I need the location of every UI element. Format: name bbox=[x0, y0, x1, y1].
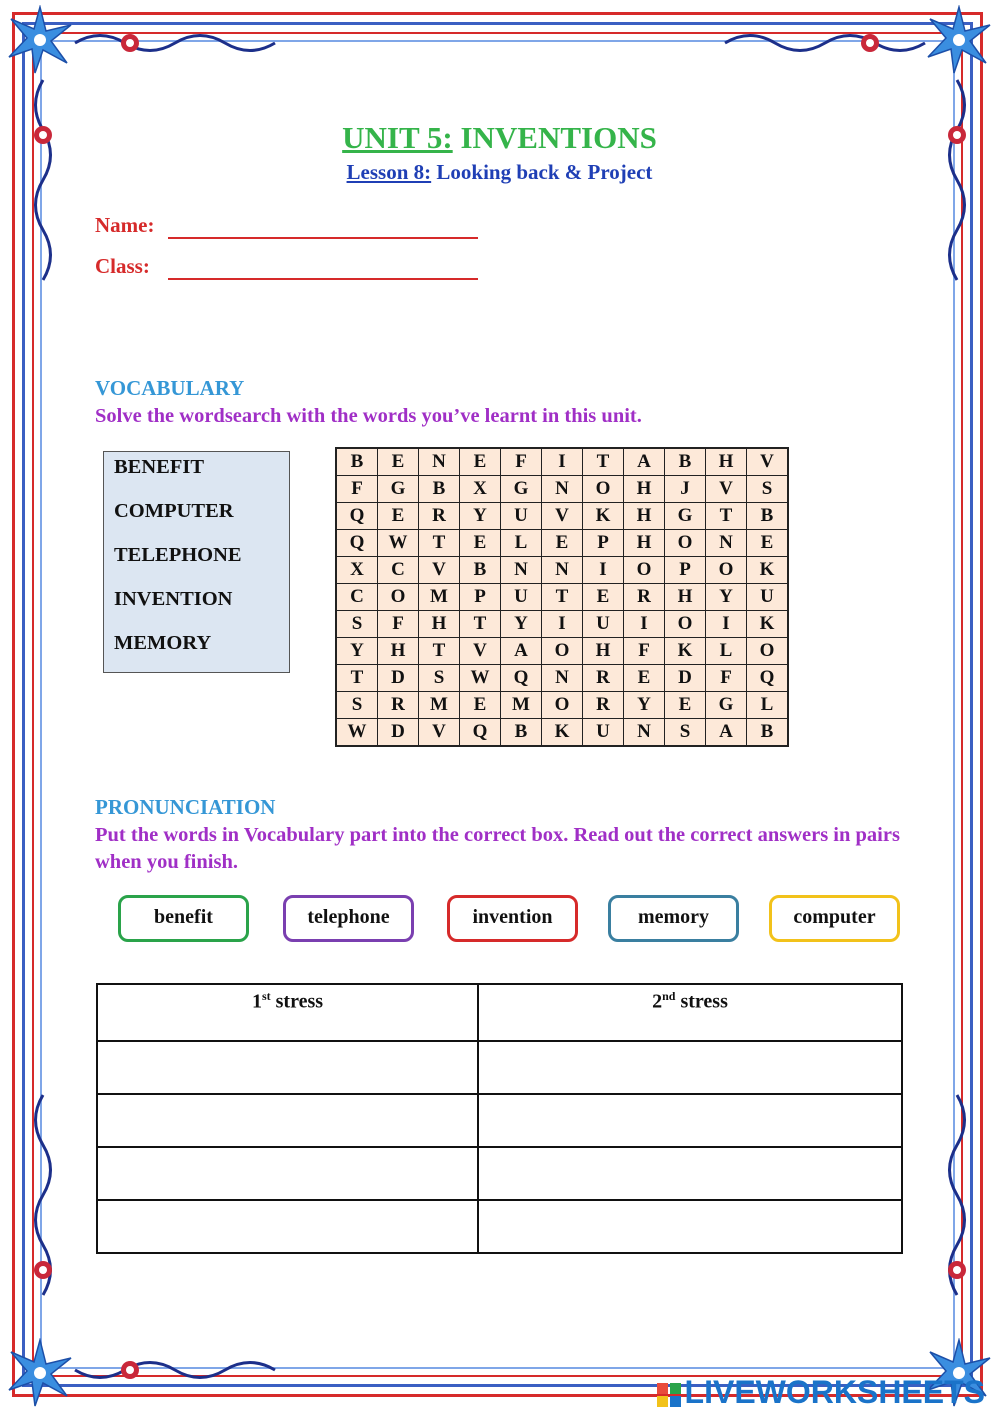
wordsearch-row bbox=[336, 557, 788, 584]
wordsearch-cell[interactable]: U bbox=[747, 584, 789, 611]
wordsearch-cell[interactable]: I bbox=[542, 611, 583, 638]
name-field bbox=[95, 213, 154, 238]
wordsearch-cell[interactable]: O bbox=[583, 476, 624, 503]
wordsearch-cell[interactable]: O bbox=[665, 530, 706, 557]
wordsearch-cell[interactable]: D bbox=[378, 665, 419, 692]
wordsearch-cell[interactable]: N bbox=[501, 557, 542, 584]
wordsearch-cell[interactable]: P bbox=[583, 530, 624, 557]
wordsearch-cell[interactable]: E bbox=[460, 530, 501, 557]
wordsearch-cell[interactable]: I bbox=[706, 611, 747, 638]
pronunciation-heading: PRONUNCIATION bbox=[95, 795, 276, 819]
wordsearch-cell[interactable]: S bbox=[665, 719, 706, 747]
wordsearch-cell[interactable]: G bbox=[665, 503, 706, 530]
wordsearch-row bbox=[336, 584, 788, 611]
wordsearch-cell[interactable]: R bbox=[378, 692, 419, 719]
word-list-item: COMPUTER bbox=[114, 500, 234, 522]
wordsearch-cell[interactable]: X bbox=[336, 557, 378, 584]
wordsearch-cell[interactable]: V bbox=[419, 719, 460, 747]
wordsearch-cell[interactable]: O bbox=[542, 692, 583, 719]
wordsearch-cell[interactable]: M bbox=[501, 692, 542, 719]
wordsearch-cell[interactable]: F bbox=[378, 611, 419, 638]
liveworksheets-icon bbox=[657, 1383, 681, 1407]
wordsearch-grid[interactable] bbox=[335, 447, 789, 747]
wordsearch-cell[interactable]: T bbox=[419, 530, 460, 557]
wordsearch-cell[interactable]: W bbox=[378, 530, 419, 557]
word-list-item: INVENTION bbox=[114, 588, 233, 610]
wordsearch-cell[interactable]: V bbox=[460, 638, 501, 665]
first-stress-drop-cell[interactable] bbox=[97, 1041, 478, 1094]
wordsearch-row bbox=[336, 719, 788, 747]
wordsearch-cell[interactable]: E bbox=[624, 665, 665, 692]
second-stress-drop-cell[interactable] bbox=[478, 1041, 902, 1094]
wordsearch-cell[interactable]: C bbox=[336, 584, 378, 611]
wordsearch-cell[interactable]: A bbox=[706, 719, 747, 747]
wordsearch-cell[interactable]: M bbox=[419, 692, 460, 719]
wordsearch-cell[interactable]: Q bbox=[336, 530, 378, 557]
word-card-benefit[interactable]: benefit bbox=[118, 895, 249, 942]
first-stress-header: 1st stress bbox=[97, 984, 478, 1041]
wordsearch-cell[interactable]: N bbox=[542, 665, 583, 692]
brand-text: LIVEWORKSHEETS bbox=[684, 1374, 985, 1410]
wordsearch-cell[interactable]: O bbox=[378, 584, 419, 611]
wordsearch-cell[interactable]: W bbox=[460, 665, 501, 692]
wordsearch-cell[interactable]: A bbox=[501, 638, 542, 665]
wordsearch-cell[interactable]: X bbox=[460, 476, 501, 503]
wordsearch-cell[interactable]: B bbox=[747, 503, 789, 530]
wordsearch-cell[interactable]: H bbox=[583, 638, 624, 665]
wordsearch-cell[interactable]: W bbox=[336, 719, 378, 747]
wordsearch-cell[interactable]: V bbox=[419, 557, 460, 584]
wordsearch-cell[interactable]: O bbox=[747, 638, 789, 665]
wordsearch-row bbox=[336, 638, 788, 665]
wordsearch-cell[interactable]: H bbox=[665, 584, 706, 611]
liveworksheets-logo bbox=[657, 1374, 985, 1411]
wordsearch-cell[interactable]: Q bbox=[460, 719, 501, 747]
wordsearch-cell[interactable]: O bbox=[665, 611, 706, 638]
wordsearch-cell[interactable]: B bbox=[336, 448, 378, 476]
wordsearch-cell[interactable]: A bbox=[624, 448, 665, 476]
wordsearch-cell[interactable]: T bbox=[542, 584, 583, 611]
wordsearch-cell[interactable]: G bbox=[378, 476, 419, 503]
wordsearch-cell[interactable]: H bbox=[419, 611, 460, 638]
wordsearch-cell[interactable]: H bbox=[706, 448, 747, 476]
wordsearch-cell[interactable]: E bbox=[460, 692, 501, 719]
wordsearch-cell[interactable]: V bbox=[747, 448, 789, 476]
wordsearch-cell[interactable]: Q bbox=[336, 503, 378, 530]
unit-label: UNIT 5: bbox=[342, 120, 453, 155]
wordsearch-cell[interactable]: B bbox=[747, 719, 789, 747]
wordsearch-cell[interactable]: I bbox=[583, 557, 624, 584]
wordsearch-cell[interactable]: T bbox=[583, 448, 624, 476]
wordsearch-cell[interactable]: G bbox=[706, 692, 747, 719]
wordsearch-cell[interactable]: E bbox=[747, 530, 789, 557]
wordsearch-cell[interactable]: P bbox=[460, 584, 501, 611]
wordsearch-cell[interactable]: B bbox=[460, 557, 501, 584]
wordsearch-cell[interactable]: O bbox=[706, 557, 747, 584]
class-label: Class: bbox=[95, 254, 150, 278]
vocabulary-heading: VOCABULARY bbox=[95, 376, 245, 400]
wordsearch-cell[interactable]: S bbox=[419, 665, 460, 692]
wordsearch-cell[interactable]: V bbox=[706, 476, 747, 503]
second-stress-header: 2nd stress bbox=[478, 984, 902, 1041]
scroll-ornament-icon bbox=[942, 1090, 972, 1330]
wordsearch-row bbox=[336, 503, 788, 530]
pronunciation-instruction: Put the words in Vocabulary part into the correct box. Read out the correct answers in pairs when you finish. bbox=[95, 824, 900, 873]
wordsearch-cell[interactable]: R bbox=[583, 665, 624, 692]
wordsearch-cell[interactable]: B bbox=[665, 448, 706, 476]
wordsearch-cell[interactable]: K bbox=[542, 719, 583, 747]
wordsearch-cell[interactable]: H bbox=[378, 638, 419, 665]
wordsearch-cell[interactable]: H bbox=[624, 476, 665, 503]
first-stress-drop-cell[interactable] bbox=[97, 1147, 478, 1200]
wordsearch-cell[interactable]: E bbox=[583, 584, 624, 611]
wordsearch-cell[interactable]: F bbox=[336, 476, 378, 503]
wordsearch-cell[interactable]: T bbox=[460, 611, 501, 638]
lesson-title: Looking back & Project bbox=[436, 160, 653, 184]
wordsearch-cell[interactable]: I bbox=[542, 448, 583, 476]
second-stress-drop-cell[interactable] bbox=[478, 1094, 902, 1147]
wordsearch-cell[interactable]: T bbox=[336, 665, 378, 692]
wordsearch-cell[interactable]: N bbox=[419, 448, 460, 476]
wordsearch-cell[interactable]: S bbox=[336, 611, 378, 638]
wordsearch-cell[interactable]: H bbox=[624, 503, 665, 530]
wordsearch-cell[interactable]: L bbox=[501, 530, 542, 557]
star-corner-icon bbox=[5, 5, 75, 75]
word-list-item: TELEPHONE bbox=[114, 544, 242, 566]
scroll-ornament-icon bbox=[70, 1355, 310, 1385]
wordsearch-cell[interactable]: U bbox=[501, 584, 542, 611]
wordsearch-cell[interactable]: N bbox=[624, 719, 665, 747]
wordsearch-cell[interactable]: Y bbox=[706, 584, 747, 611]
wordsearch-cell[interactable]: Y bbox=[460, 503, 501, 530]
wordsearch-cell[interactable]: R bbox=[624, 584, 665, 611]
wordsearch-cell[interactable]: O bbox=[624, 557, 665, 584]
unit-title: INVENTIONS bbox=[460, 120, 657, 155]
wordsearch-cell[interactable]: R bbox=[419, 503, 460, 530]
scroll-ornament-icon bbox=[70, 28, 310, 58]
wordsearch-cell[interactable]: K bbox=[747, 557, 789, 584]
stress-table bbox=[96, 983, 903, 1254]
word-list-item: MEMORY bbox=[114, 632, 212, 654]
word-card-computer[interactable]: computer bbox=[769, 895, 900, 942]
second-stress-drop-cell[interactable] bbox=[478, 1200, 902, 1253]
wordsearch-cell[interactable]: B bbox=[419, 476, 460, 503]
wordsearch-cell[interactable]: K bbox=[583, 503, 624, 530]
class-field bbox=[95, 254, 150, 279]
wordsearch-cell[interactable]: D bbox=[378, 719, 419, 747]
wordsearch-row bbox=[336, 476, 788, 503]
first-stress-drop-cell[interactable] bbox=[97, 1094, 478, 1147]
name-label: Name: bbox=[95, 213, 155, 237]
wordsearch-cell[interactable]: E bbox=[460, 448, 501, 476]
second-stress-drop-cell[interactable] bbox=[478, 1147, 902, 1200]
wordsearch-cell[interactable]: B bbox=[501, 719, 542, 747]
wordsearch-cell[interactable]: E bbox=[378, 503, 419, 530]
wordsearch-cell[interactable]: Q bbox=[501, 665, 542, 692]
wordsearch-row bbox=[336, 530, 788, 557]
wordsearch-cell[interactable]: P bbox=[665, 557, 706, 584]
wordsearch-cell[interactable]: D bbox=[665, 665, 706, 692]
wordsearch-cell[interactable]: S bbox=[747, 476, 789, 503]
wordsearch-cell[interactable]: Y bbox=[501, 611, 542, 638]
word-card-telephone[interactable]: telephone bbox=[283, 895, 414, 942]
wordsearch-cell[interactable]: E bbox=[378, 448, 419, 476]
wordsearch-row bbox=[336, 692, 788, 719]
wordsearch-cell[interactable]: N bbox=[542, 557, 583, 584]
scroll-ornament-icon bbox=[28, 1090, 58, 1330]
star-corner-icon bbox=[5, 1338, 75, 1408]
wordsearch-cell[interactable]: S bbox=[336, 692, 378, 719]
wordsearch-cell[interactable]: F bbox=[624, 638, 665, 665]
word-list-item: BENEFIT bbox=[114, 456, 204, 478]
lesson-subtitle bbox=[0, 160, 999, 185]
wordsearch-cell[interactable]: C bbox=[378, 557, 419, 584]
wordsearch-cell[interactable]: Y bbox=[336, 638, 378, 665]
wordsearch-cell[interactable]: E bbox=[665, 692, 706, 719]
wordsearch-cell[interactable]: F bbox=[706, 665, 747, 692]
wordsearch-cell[interactable]: T bbox=[419, 638, 460, 665]
wordsearch-cell[interactable]: H bbox=[624, 530, 665, 557]
star-corner-icon bbox=[924, 5, 994, 75]
word-card-invention[interactable]: invention bbox=[447, 895, 578, 942]
wordsearch-cell[interactable]: K bbox=[665, 638, 706, 665]
wordsearch-cell[interactable]: R bbox=[583, 692, 624, 719]
lesson-label: Lesson 8: bbox=[346, 160, 432, 184]
wordsearch-cell[interactable]: U bbox=[501, 503, 542, 530]
wordsearch-cell[interactable]: Q bbox=[747, 665, 789, 692]
scroll-ornament-icon bbox=[690, 28, 930, 58]
wordsearch-cell[interactable]: L bbox=[706, 638, 747, 665]
wordsearch-cell[interactable]: O bbox=[542, 638, 583, 665]
page-title bbox=[0, 120, 999, 156]
wordsearch-cell[interactable]: T bbox=[706, 503, 747, 530]
vocabulary-instruction: Solve the wordsearch with the words you’ve learnt in this unit. bbox=[95, 405, 642, 427]
wordsearch-cell[interactable]: U bbox=[583, 719, 624, 747]
wordsearch-cell[interactable]: Y bbox=[624, 692, 665, 719]
scroll-ornament-icon bbox=[28, 75, 58, 315]
wordsearch-cell[interactable]: K bbox=[747, 611, 789, 638]
class-input-line[interactable] bbox=[168, 278, 478, 280]
wordsearch-cell[interactable]: M bbox=[419, 584, 460, 611]
wordsearch-cell[interactable]: U bbox=[583, 611, 624, 638]
wordsearch-row bbox=[336, 665, 788, 692]
wordsearch-cell[interactable]: E bbox=[542, 530, 583, 557]
wordsearch-cell[interactable]: F bbox=[501, 448, 542, 476]
wordsearch-cell[interactable]: G bbox=[501, 476, 542, 503]
wordsearch-row bbox=[336, 611, 788, 638]
scroll-ornament-icon bbox=[942, 75, 972, 315]
wordsearch-cell[interactable]: V bbox=[542, 503, 583, 530]
name-input-line[interactable] bbox=[168, 237, 478, 239]
wordsearch-cell[interactable]: L bbox=[747, 692, 789, 719]
wordsearch-cell[interactable]: J bbox=[665, 476, 706, 503]
word-list-box bbox=[103, 451, 290, 673]
first-stress-drop-cell[interactable] bbox=[97, 1200, 478, 1253]
wordsearch-cell[interactable]: N bbox=[542, 476, 583, 503]
wordsearch-cell[interactable]: I bbox=[624, 611, 665, 638]
wordsearch-cell[interactable]: N bbox=[706, 530, 747, 557]
word-card-memory[interactable]: memory bbox=[608, 895, 739, 942]
wordsearch-row bbox=[336, 448, 788, 476]
